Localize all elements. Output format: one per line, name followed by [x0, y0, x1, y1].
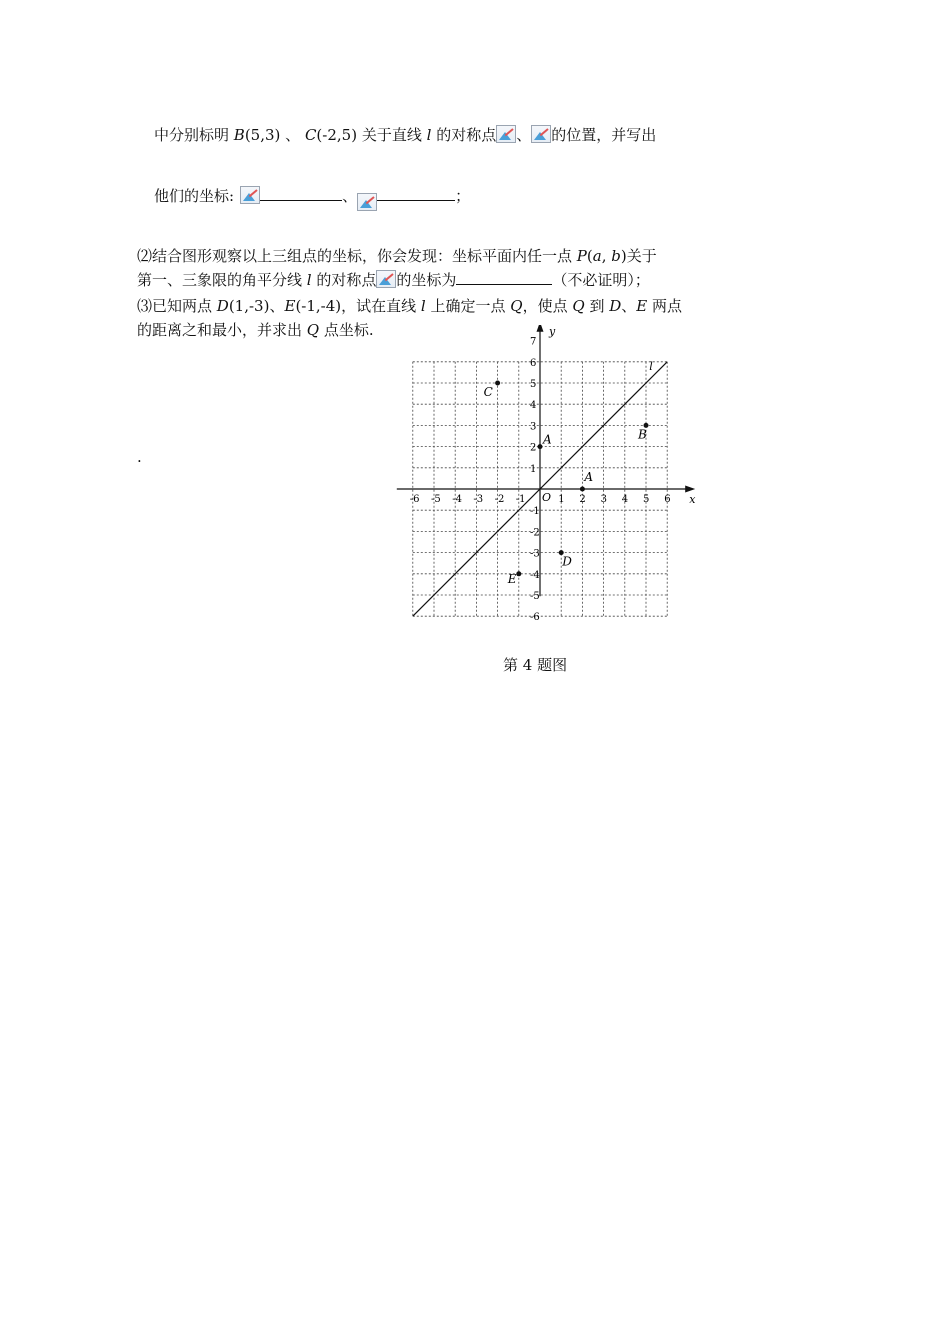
text: 关于直线 [357, 126, 427, 144]
text: 、 [516, 126, 532, 144]
x-axis-label: x [689, 493, 696, 506]
y-tick-label: 7 [530, 336, 537, 348]
q2-line2 [137, 270, 650, 290]
text: 关于 [626, 247, 657, 265]
y-tick-label: 1 [530, 463, 537, 475]
y-tick-label: 2 [530, 442, 537, 454]
coord-B: (5,3) [244, 126, 281, 144]
text: , [601, 247, 612, 265]
text: 、 [342, 187, 358, 205]
point-label-A: A [543, 432, 552, 447]
text: 点坐标. [319, 321, 374, 339]
answer-blank[interactable] [456, 270, 552, 285]
point-C [495, 381, 500, 386]
broken-image-icon [357, 193, 377, 211]
point-label-E: E [507, 571, 517, 586]
origin-label: O [542, 491, 552, 504]
point-D: D [216, 297, 229, 315]
text: 上确定一点 [425, 297, 511, 315]
text: 的坐标为 [396, 271, 457, 289]
point-label-D: D [562, 554, 572, 569]
x-tick-label: 3 [600, 494, 607, 505]
q2-line1 [137, 246, 657, 266]
y-tick-label: -2 [530, 527, 540, 539]
text: ，使点 [522, 297, 573, 315]
text: 的对称点 [311, 271, 377, 289]
text: 已知两点 [152, 297, 217, 315]
x-tick-label: 6 [664, 494, 671, 505]
y-tick-label: -6 [530, 612, 540, 624]
broken-image-icon [496, 125, 516, 143]
q1-line1 [154, 125, 656, 145]
var-a: a [592, 247, 602, 265]
point-label-C: C [483, 385, 493, 399]
text: 第一、三象限的角平分线 [137, 271, 307, 289]
x-tick-label: -4 [452, 494, 462, 505]
point-P: P [576, 247, 587, 265]
var-b: b [611, 247, 621, 265]
x-tick-label: -6 [409, 494, 420, 505]
q3-line1 [137, 296, 682, 316]
point-D: D [609, 297, 622, 315]
point-E: E [636, 297, 648, 315]
coord-E: (-1,-4) [295, 297, 342, 315]
text: 、 [621, 297, 637, 315]
line-l: l [426, 126, 432, 144]
point-A [538, 444, 543, 449]
y-tick-label: 6 [530, 357, 537, 369]
broken-image-icon [240, 186, 260, 204]
y-tick-label: -4 [530, 569, 540, 581]
answer-blank[interactable] [260, 186, 342, 201]
text: ) [620, 247, 627, 265]
text: 、 [280, 126, 301, 144]
figure-caption: 第 4 题图 [503, 656, 568, 674]
x-tick-label: 5 [643, 494, 650, 505]
line-l: l [306, 271, 312, 289]
x-tick-label: 1 [558, 494, 565, 505]
line-l: l [420, 297, 426, 315]
y-tick-label: -3 [530, 548, 540, 560]
text: ； [455, 187, 471, 205]
question-number: ⑵ [137, 247, 153, 265]
x-tick-label: -3 [473, 494, 484, 505]
line-l-label: l [649, 359, 653, 373]
y-axis-arrow [537, 325, 544, 332]
x-tick-label: -1 [515, 494, 526, 505]
broken-image-icon [376, 270, 396, 288]
point-label-B: B [638, 427, 647, 442]
text: 到 [584, 297, 610, 315]
text: 的对称点 [431, 126, 497, 144]
point-B: B [233, 126, 245, 144]
text: 的距离之和最小，并求出 [137, 321, 307, 339]
text: ( [586, 247, 593, 265]
point-Q: Q [510, 297, 523, 315]
x-tick-label: 4 [621, 494, 629, 505]
q1-line2 [154, 186, 470, 211]
x-tick-label: -5 [431, 494, 441, 505]
text: 结合图形观察以上三组点的坐标，你会发现：坐标平面内任一点 [152, 247, 577, 265]
text: 的位置，并写出 [551, 126, 657, 144]
y-tick-label: 5 [530, 379, 537, 390]
coord-D: (1,-3) [228, 297, 270, 315]
x-axis-arrow [685, 486, 695, 493]
text: ，试在直线 [341, 297, 421, 315]
point-C: C [304, 126, 317, 144]
point-label-A: A [584, 470, 594, 484]
stray-dot: . [137, 448, 142, 466]
point-E [516, 571, 521, 576]
q3-line2 [137, 320, 374, 340]
y-axis-label: y [549, 325, 556, 338]
answer-blank[interactable] [377, 186, 455, 201]
x-tick-label: 2 [579, 494, 586, 505]
question-number: ⑶ [137, 297, 153, 315]
point-E: E [284, 297, 296, 315]
text: 他们的坐标: [154, 187, 235, 205]
point-Q: Q [572, 297, 585, 315]
y-tick-label: 4 [530, 400, 537, 412]
text: （不必证明）； [552, 271, 650, 289]
coordinate-grid-figure [390, 325, 700, 645]
x-tick-label: -2 [494, 494, 505, 505]
text: 、 [269, 297, 285, 315]
y-tick-label: -5 [530, 591, 540, 602]
text: 中分别标明 [154, 126, 234, 144]
text: 两点 [647, 297, 683, 315]
y-tick-label: -1 [530, 506, 540, 518]
point-A [580, 487, 585, 492]
y-tick-label: 3 [530, 421, 537, 433]
coord-C: (-2,5) [316, 126, 358, 144]
broken-image-icon [531, 125, 551, 143]
point-Q: Q [306, 321, 320, 339]
